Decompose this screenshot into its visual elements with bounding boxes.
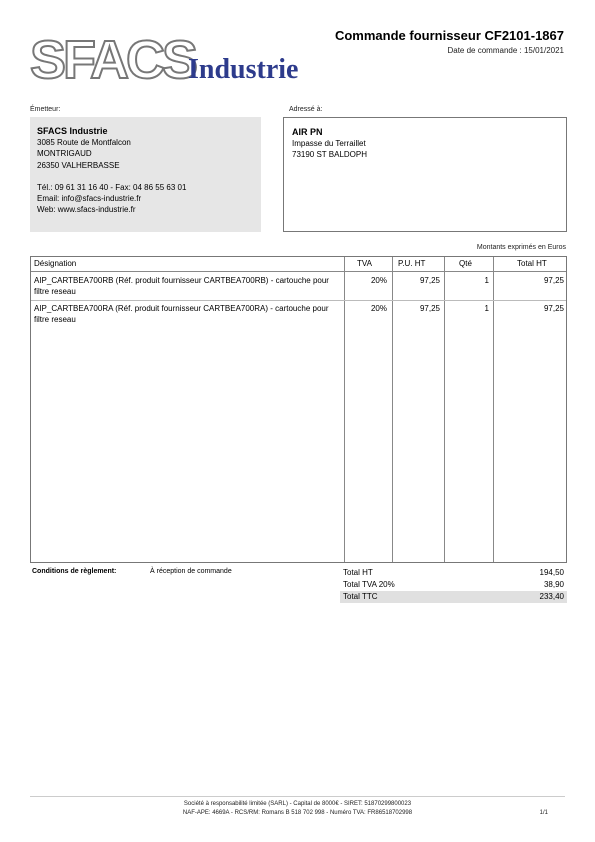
total-ttc-value: 233,40 xyxy=(539,592,564,601)
recipient-address-line: Impasse du Terraillet xyxy=(292,139,366,149)
table-row-tva: 20% xyxy=(370,304,387,313)
total-ht-label: Total HT xyxy=(343,568,373,577)
total-ttc-label: Total TTC xyxy=(343,592,378,601)
items-table xyxy=(30,256,567,563)
recipient-name: AIR PN xyxy=(292,127,323,137)
total-tva-value: 38,90 xyxy=(543,580,564,589)
table-row-total: 97,25 xyxy=(543,276,564,285)
footer-legal-line: Société à responsabilité limitée (SARL) - Capital de 8000€ - SIRET: 51870299800023 xyxy=(183,801,412,807)
total-tva-row xyxy=(340,579,567,591)
footer-divider xyxy=(30,796,565,797)
table-row-unit-price: 97,25 xyxy=(419,276,440,285)
total-tva-label: Total TVA 20% xyxy=(343,580,395,589)
company-logo xyxy=(30,32,320,88)
recipient-box xyxy=(283,117,567,232)
sender-web: Web: www.sfacs-industrie.fr xyxy=(37,205,136,215)
header-tva: TVA xyxy=(357,259,372,268)
payment-conditions-value: À réception de commande xyxy=(150,568,232,575)
document-title: Commande fournisseur CF2101-1867 xyxy=(334,28,564,43)
sender-box xyxy=(30,117,261,232)
sender-address-line: 3085 Route de Montfalcon xyxy=(37,138,131,148)
logo-suffix: Industrie xyxy=(188,54,299,85)
currency-note: Montants exprimés en Euros xyxy=(476,244,566,251)
order-date: Date de commande : 15/01/2021 xyxy=(447,46,564,55)
footer-legal-line: NAF-APE: 4669A - RCS/RM: Romans B 518 702 998 - Numéro TVA: FR86518702998 xyxy=(182,810,413,816)
sender-address-line: 26350 VALHERBASSE xyxy=(37,160,120,170)
recipient-label: Adressé à: xyxy=(289,106,323,113)
header-total: Total HT xyxy=(517,259,547,268)
sender-name: SFACS Industrie xyxy=(37,126,108,136)
sender-address-line: MONTRIGAUD xyxy=(37,149,92,159)
header-unit-price: P.U. HT xyxy=(398,259,426,268)
header-quantity: Qté xyxy=(459,259,472,268)
total-ht-row xyxy=(340,567,567,579)
totals-block xyxy=(340,567,567,603)
sender-email: Email: info@sfacs-industrie.fr xyxy=(37,194,142,204)
table-row-quantity: 1 xyxy=(484,276,489,285)
logo-brand: SFACS xyxy=(30,30,196,90)
sender-phone: Tél.: 09 61 31 16 40 - Fax: 04 86 55 63 01 xyxy=(37,182,187,192)
table-row-total: 97,25 xyxy=(543,304,564,313)
table-row-designation: AIP_CARTBEA700RB (Réf. produit fournisseur CARTBEA700RB) - cartouche pour filtre reseau xyxy=(34,276,329,296)
table-row-unit-price: 97,25 xyxy=(419,304,440,313)
table-row-quantity: 1 xyxy=(484,304,489,313)
total-ht-value: 194,50 xyxy=(539,568,564,577)
payment-conditions-label: Conditions de règlement: xyxy=(32,568,117,575)
page-number: 1/1 xyxy=(539,810,548,816)
table-row-tva: 20% xyxy=(370,276,387,285)
sender-label: Émetteur: xyxy=(30,106,61,113)
total-ttc-row xyxy=(340,591,567,603)
recipient-address-line: 73190 ST BALDOPH xyxy=(292,150,368,160)
header-designation: Désignation xyxy=(34,259,77,268)
table-row-designation: AIP_CARTBEA700RA (Réf. produit fournisseur CARTBEA700RA) - cartouche pour filtre reseau xyxy=(34,304,329,324)
